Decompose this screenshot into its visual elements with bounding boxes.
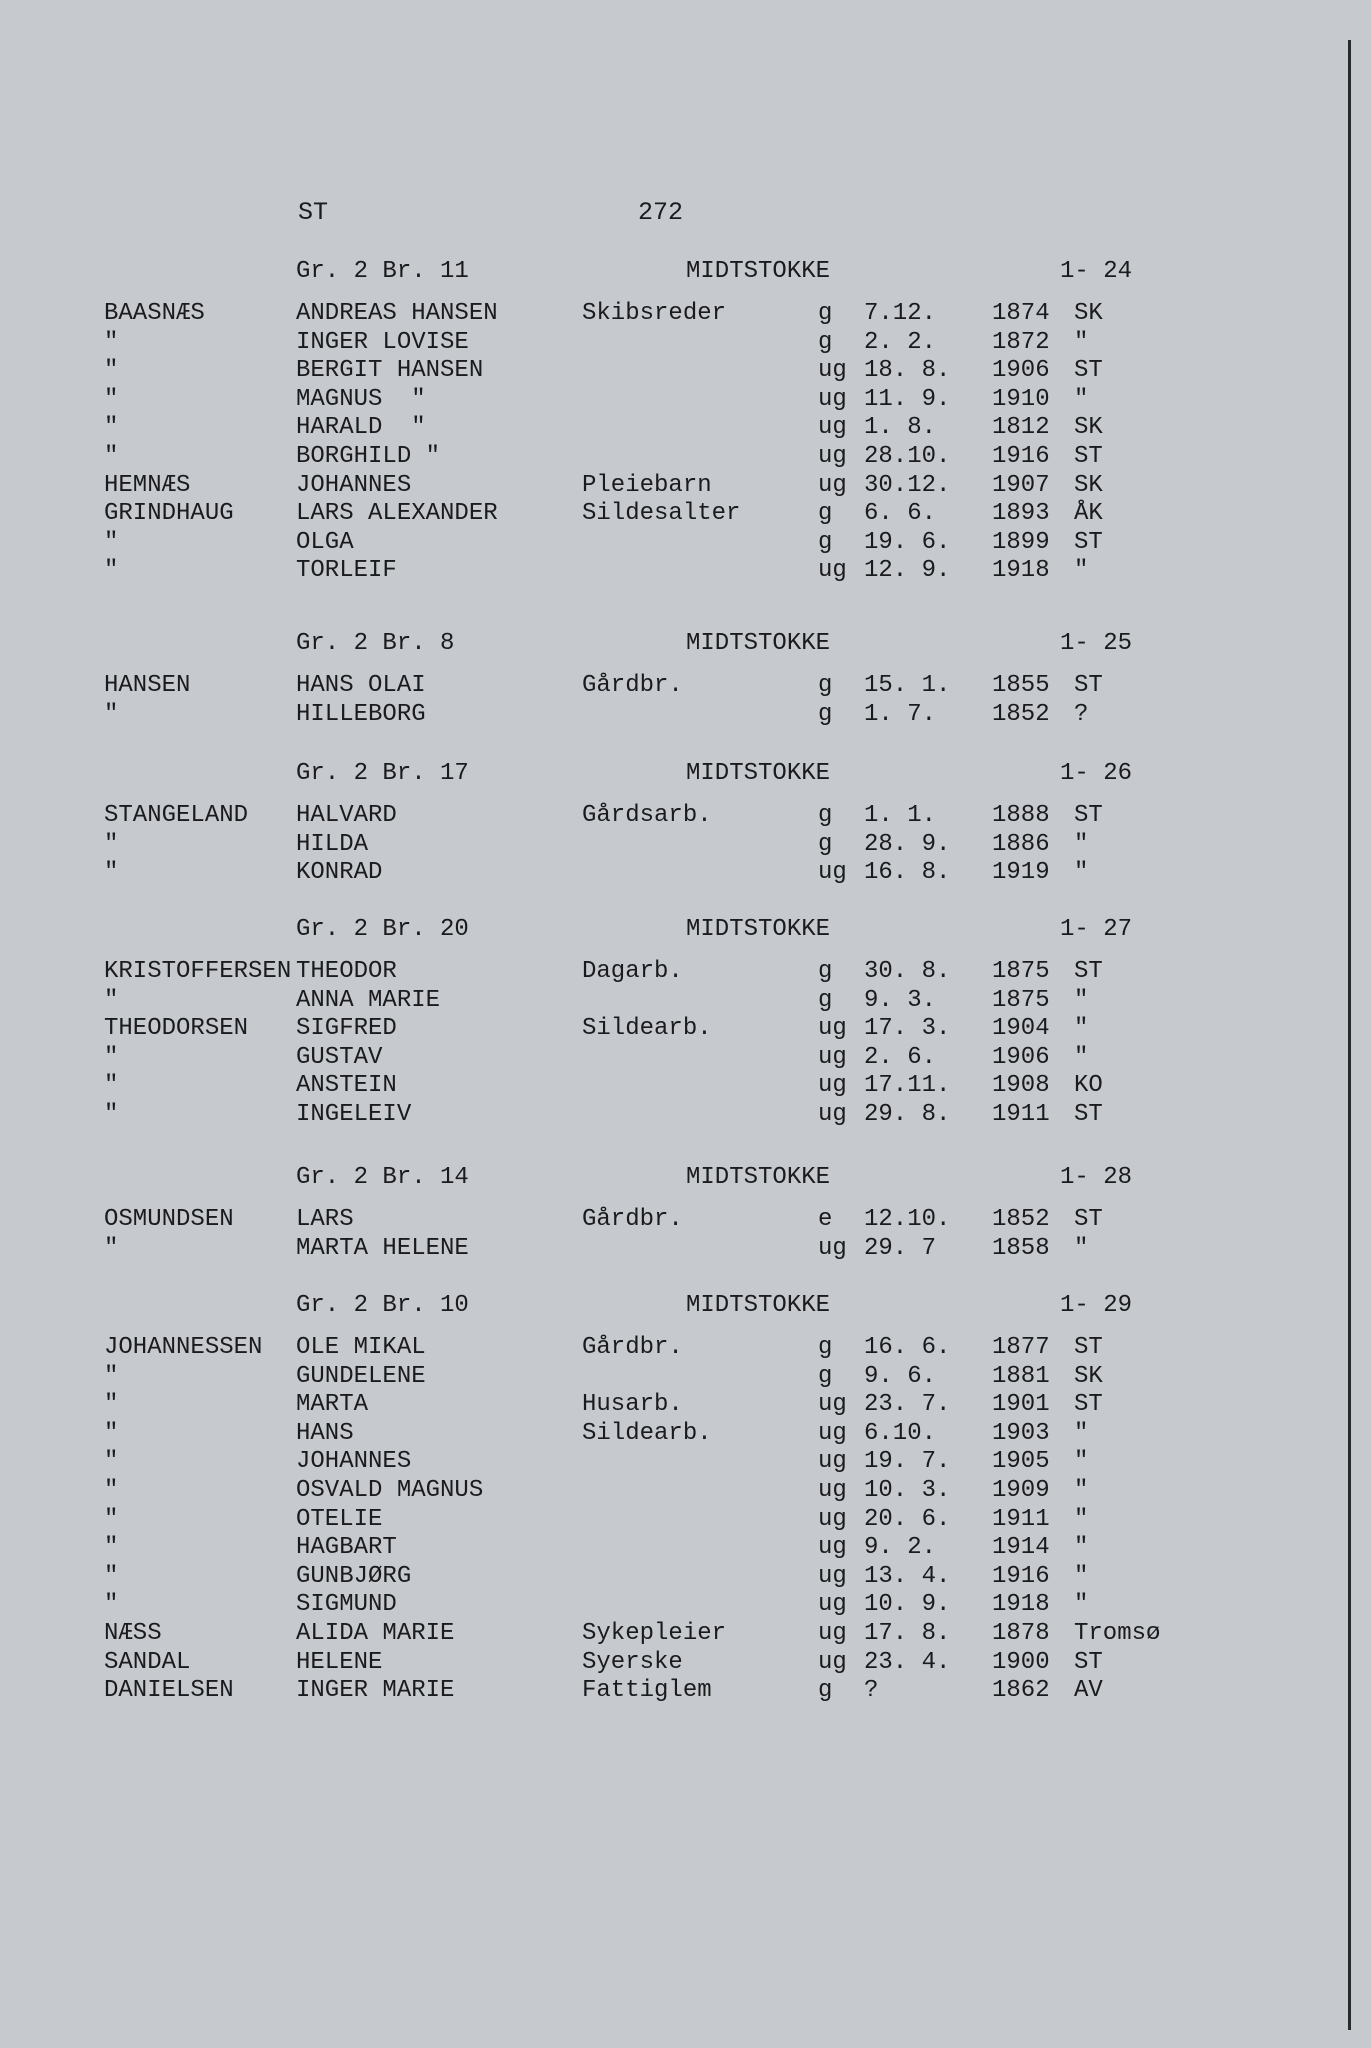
- person-first: ALIDA MARIE: [296, 1620, 455, 1647]
- person-place: ": [1074, 986, 1089, 1014]
- person-year: 1877: [992, 1334, 1050, 1361]
- person-date: 29. 7: [864, 1234, 937, 1262]
- person-surname: ": [104, 1101, 119, 1128]
- record-header: [0, 916, 1371, 944]
- person-row: [0, 443, 1371, 471]
- person-surname: ": [104, 1562, 119, 1590]
- person-occupation: Skibsreder: [582, 300, 727, 327]
- person-row: [0, 386, 1371, 414]
- person-date: 9. 6.: [864, 1362, 937, 1390]
- person-place: SK: [1074, 300, 1103, 327]
- person-date: 9. 3.: [864, 986, 937, 1014]
- page-edge-line: [1348, 40, 1351, 2030]
- person-date: 20. 6.: [864, 1505, 951, 1533]
- person-first: HAGBART: [296, 1534, 397, 1562]
- person-place: ST: [1074, 1391, 1103, 1419]
- person-first: HELENE: [296, 1648, 383, 1676]
- person-year: 1852: [992, 1206, 1050, 1233]
- person-surname: ": [104, 1477, 119, 1504]
- person-status: ug: [818, 859, 847, 887]
- person-first: SIGMUND: [296, 1591, 397, 1619]
- person-surname: ": [104, 557, 119, 585]
- person-row: [0, 1015, 1371, 1043]
- person-row: [0, 329, 1371, 357]
- person-place: ": [1074, 1591, 1089, 1619]
- person-date: 1. 7.: [864, 700, 937, 728]
- person-row: [0, 831, 1371, 859]
- person-surname: ": [104, 1591, 119, 1619]
- person-status: ug: [818, 1505, 847, 1533]
- person-row: [0, 1044, 1371, 1072]
- person-date: 17.11.: [864, 1072, 951, 1100]
- record-header: [0, 258, 1371, 286]
- person-place: ": [1074, 557, 1089, 585]
- record-id: 1- 27: [1060, 916, 1133, 943]
- person-year: 1858: [992, 1234, 1050, 1262]
- person-place: AV: [1074, 1677, 1103, 1705]
- person-first: JOHANNES: [296, 1448, 412, 1476]
- record-header: [0, 630, 1371, 658]
- person-occupation: Pleiebarn: [582, 471, 712, 499]
- record-id: 1- 29: [1060, 1292, 1133, 1319]
- person-place: ": [1074, 1234, 1089, 1262]
- person-date: 16. 6.: [864, 1334, 951, 1361]
- person-year: 1906: [992, 357, 1050, 385]
- person-occupation: Gårdbr.: [582, 672, 683, 699]
- person-first: GUSTAV: [296, 1043, 383, 1071]
- person-year: 1881: [992, 1362, 1050, 1390]
- person-place: ST: [1074, 1206, 1103, 1233]
- person-date: 17. 3.: [864, 1015, 951, 1043]
- person-date: 28.10.: [864, 443, 951, 470]
- person-row: [0, 300, 1371, 328]
- record-place: MIDTSTOKKE: [686, 1292, 831, 1319]
- person-status: ug: [818, 557, 847, 585]
- person-year: 1903: [992, 1419, 1050, 1447]
- person-first: GUNBJØRG: [296, 1562, 412, 1590]
- person-date: 1. 1.: [864, 802, 937, 829]
- person-year: 1875: [992, 986, 1050, 1014]
- person-year: 1872: [992, 328, 1050, 356]
- person-place: SK: [1074, 1362, 1103, 1390]
- person-place: ": [1074, 1419, 1089, 1447]
- person-place: ": [1074, 1015, 1089, 1043]
- person-status: ug: [818, 1043, 847, 1071]
- person-first: GUNDELENE: [296, 1362, 426, 1390]
- person-place: Tromsø: [1074, 1620, 1161, 1647]
- person-row: [0, 958, 1371, 986]
- person-year: 1911: [992, 1505, 1050, 1533]
- person-first: HANS OLAI: [296, 672, 426, 699]
- person-row: [0, 1677, 1371, 1705]
- person-row: [0, 859, 1371, 887]
- person-first: JOHANNES: [296, 471, 412, 499]
- person-status: ug: [818, 1591, 847, 1619]
- person-row: [0, 1477, 1371, 1505]
- person-date: 18. 8.: [864, 357, 951, 385]
- record-group: Gr. 2 Br. 20: [296, 916, 469, 943]
- person-first: OLE MIKAL: [296, 1334, 426, 1361]
- record-id: 1- 24: [1060, 258, 1133, 285]
- person-row: [0, 1334, 1371, 1362]
- person-year: 1888: [992, 802, 1050, 829]
- person-first: BERGIT HANSEN: [296, 357, 484, 385]
- person-first: MARTA: [296, 1391, 369, 1419]
- record-group: Gr. 2 Br. 8: [296, 630, 455, 657]
- person-status: g: [818, 958, 833, 985]
- person-surname: JOHANNESSEN: [104, 1334, 263, 1361]
- person-row: [0, 1534, 1371, 1562]
- person-row: [0, 1391, 1371, 1419]
- person-status: ug: [818, 1534, 847, 1562]
- person-date: 29. 8.: [864, 1101, 951, 1128]
- record-group: Gr. 2 Br. 17: [296, 760, 469, 787]
- person-date: 19. 7.: [864, 1448, 951, 1476]
- person-row: [0, 414, 1371, 442]
- person-row: [0, 1649, 1371, 1677]
- person-first: OLGA: [296, 528, 354, 556]
- person-status: g: [818, 830, 833, 858]
- person-date: 23. 4.: [864, 1648, 951, 1676]
- person-first: ANDREAS HANSEN: [296, 300, 498, 327]
- person-status: ug: [818, 471, 847, 499]
- person-first: ANSTEIN: [296, 1072, 397, 1100]
- person-row: [0, 701, 1371, 729]
- person-place: SK: [1074, 414, 1103, 442]
- record-place: MIDTSTOKKE: [686, 916, 831, 943]
- person-row: [0, 672, 1371, 700]
- person-surname: STANGELAND: [104, 802, 249, 829]
- person-status: ug: [818, 1234, 847, 1262]
- person-place: KO: [1074, 1072, 1103, 1100]
- person-status: g: [818, 672, 833, 699]
- person-year: 1875: [992, 958, 1050, 985]
- person-year: 1909: [992, 1477, 1050, 1504]
- person-row: [0, 1506, 1371, 1534]
- record-id: 1- 26: [1060, 760, 1133, 787]
- person-status: ug: [818, 1072, 847, 1100]
- person-status: ug: [818, 1419, 847, 1447]
- person-first: TORLEIF: [296, 557, 397, 585]
- person-status: ug: [818, 414, 847, 442]
- record-group: Gr. 2 Br. 14: [296, 1164, 469, 1191]
- person-surname: THEODORSEN: [104, 1015, 249, 1043]
- person-surname: ": [104, 986, 119, 1014]
- person-surname: ": [104, 700, 119, 728]
- person-status: ug: [818, 1477, 847, 1504]
- person-date: 12.10.: [864, 1206, 951, 1233]
- person-row: [0, 1591, 1371, 1619]
- person-year: 1918: [992, 1591, 1050, 1619]
- person-place: ÅK: [1074, 500, 1103, 528]
- person-place: ST: [1074, 1334, 1103, 1361]
- record-place: MIDTSTOKKE: [686, 760, 831, 787]
- person-row: [0, 472, 1371, 500]
- person-surname: SANDAL: [104, 1648, 191, 1676]
- person-place: ST: [1074, 1648, 1103, 1676]
- person-row: [0, 529, 1371, 557]
- person-first: INGER MARIE: [296, 1677, 455, 1705]
- person-occupation: Gårdsarb.: [582, 802, 712, 829]
- person-status: ug: [818, 357, 847, 385]
- person-place: ": [1074, 385, 1089, 413]
- person-date: 6.10.: [864, 1419, 937, 1447]
- person-row: [0, 1563, 1371, 1591]
- person-surname: KRISTOFFERSEN: [104, 958, 292, 985]
- record-place: MIDTSTOKKE: [686, 258, 831, 285]
- person-year: 1812: [992, 414, 1050, 442]
- person-surname: GRINDHAUG: [104, 500, 234, 528]
- person-year: 1855: [992, 672, 1050, 699]
- person-date: ?: [864, 1677, 879, 1705]
- person-date: 19. 6.: [864, 528, 951, 556]
- person-occupation: Sykepleier: [582, 1620, 727, 1647]
- person-year: 1899: [992, 528, 1050, 556]
- person-surname: HEMNÆS: [104, 471, 191, 499]
- person-occupation: Sildearb.: [582, 1015, 712, 1043]
- person-date: 23. 7.: [864, 1391, 951, 1419]
- person-status: g: [818, 328, 833, 356]
- person-place: ": [1074, 1043, 1089, 1071]
- person-surname: ": [104, 1448, 119, 1476]
- person-year: 1852: [992, 700, 1050, 728]
- person-first: HILLEBORG: [296, 700, 426, 728]
- person-first: INGELEIV: [296, 1101, 412, 1128]
- person-surname: ": [104, 830, 119, 858]
- person-status: ug: [818, 1448, 847, 1476]
- person-date: 15. 1.: [864, 672, 951, 699]
- person-surname: ": [104, 859, 119, 887]
- person-status: ug: [818, 385, 847, 413]
- person-row: [0, 1448, 1371, 1476]
- person-place: ST: [1074, 802, 1103, 829]
- person-surname: ": [104, 528, 119, 556]
- person-row: [0, 1363, 1371, 1391]
- person-first: OTELIE: [296, 1505, 383, 1533]
- person-date: 10. 3.: [864, 1477, 951, 1504]
- person-year: 1916: [992, 1562, 1050, 1590]
- record-header: [0, 1164, 1371, 1192]
- person-surname: NÆSS: [104, 1620, 162, 1647]
- person-surname: ": [104, 357, 119, 385]
- person-first: ANNA MARIE: [296, 986, 441, 1014]
- record-group: Gr. 2 Br. 11: [296, 258, 469, 285]
- person-year: 1919: [992, 859, 1050, 887]
- person-first: LARS ALEXANDER: [296, 500, 498, 528]
- person-row: [0, 500, 1371, 528]
- person-year: 1916: [992, 443, 1050, 470]
- person-surname: ": [104, 1505, 119, 1533]
- person-occupation: Gårdbr.: [582, 1206, 683, 1233]
- person-place: ST: [1074, 958, 1103, 985]
- person-year: 1911: [992, 1101, 1050, 1128]
- person-date: 1. 8.: [864, 414, 937, 442]
- person-status: g: [818, 528, 833, 556]
- record-place: MIDTSTOKKE: [686, 630, 831, 657]
- person-status: ug: [818, 1620, 847, 1647]
- person-date: 28. 9.: [864, 830, 951, 858]
- person-surname: ": [104, 1391, 119, 1419]
- person-year: 1910: [992, 385, 1050, 413]
- person-place: ": [1074, 1505, 1089, 1533]
- person-status: g: [818, 802, 833, 829]
- person-date: 13. 4.: [864, 1562, 951, 1590]
- record-group: Gr. 2 Br. 10: [296, 1292, 469, 1319]
- person-first: OSVALD MAGNUS: [296, 1477, 484, 1504]
- person-date: 2. 2.: [864, 328, 937, 356]
- person-place: ?: [1074, 700, 1089, 728]
- person-year: 1906: [992, 1043, 1050, 1071]
- person-row: [0, 1235, 1371, 1263]
- person-year: 1907: [992, 471, 1050, 499]
- person-status: e: [818, 1206, 833, 1233]
- person-year: 1901: [992, 1391, 1050, 1419]
- person-surname: DANIELSEN: [104, 1677, 234, 1705]
- person-status: g: [818, 1334, 833, 1361]
- person-year: 1878: [992, 1620, 1050, 1647]
- person-surname: ": [104, 1362, 119, 1390]
- person-place: SK: [1074, 471, 1103, 499]
- person-surname: OSMUNDSEN: [104, 1206, 234, 1233]
- person-surname: ": [104, 414, 119, 442]
- person-row: [0, 1101, 1371, 1129]
- person-status: ug: [818, 1562, 847, 1590]
- person-date: 17. 8.: [864, 1620, 951, 1647]
- person-first: LARS: [296, 1206, 354, 1233]
- person-first: HARALD ": [296, 414, 426, 442]
- person-place: ST: [1074, 357, 1103, 385]
- person-first: HALVARD: [296, 802, 397, 829]
- person-year: 1905: [992, 1448, 1050, 1476]
- person-place: ST: [1074, 443, 1103, 470]
- page-code: ST: [298, 198, 329, 227]
- person-surname: BAASNÆS: [104, 300, 205, 327]
- person-place: ": [1074, 1562, 1089, 1590]
- person-row: [0, 1420, 1371, 1448]
- person-first: THEODOR: [296, 958, 397, 985]
- person-date: 2. 6.: [864, 1043, 937, 1071]
- person-surname: ": [104, 1234, 119, 1262]
- person-place: ": [1074, 328, 1089, 356]
- person-row: [0, 1206, 1371, 1234]
- person-date: 12. 9.: [864, 557, 951, 585]
- person-status: g: [818, 700, 833, 728]
- record-id: 1- 28: [1060, 1164, 1133, 1191]
- person-year: 1900: [992, 1648, 1050, 1676]
- person-date: 30.12.: [864, 471, 951, 499]
- record-place: MIDTSTOKKE: [686, 1164, 831, 1191]
- person-place: ST: [1074, 1101, 1103, 1128]
- person-first: SIGFRED: [296, 1015, 397, 1043]
- person-year: 1904: [992, 1015, 1050, 1043]
- person-first: MAGNUS ": [296, 385, 426, 413]
- page-number: 272: [638, 198, 684, 227]
- person-occupation: Syerske: [582, 1648, 683, 1676]
- person-place: ": [1074, 1448, 1089, 1476]
- person-first: INGER LOVISE: [296, 328, 469, 356]
- person-date: 9. 2.: [864, 1534, 937, 1562]
- person-date: 6. 6.: [864, 500, 937, 528]
- person-year: 1914: [992, 1534, 1050, 1562]
- person-status: g: [818, 1677, 833, 1705]
- person-surname: HANSEN: [104, 672, 191, 699]
- person-row: [0, 1072, 1371, 1100]
- person-place: ": [1074, 1534, 1089, 1562]
- person-surname: ": [104, 443, 119, 470]
- person-place: ST: [1074, 528, 1103, 556]
- person-surname: ": [104, 328, 119, 356]
- person-surname: ": [104, 1072, 119, 1100]
- person-first: HANS: [296, 1419, 354, 1447]
- person-date: 10. 9.: [864, 1591, 951, 1619]
- person-year: 1893: [992, 500, 1050, 528]
- person-status: ug: [818, 443, 847, 470]
- person-status: g: [818, 500, 833, 528]
- record-id: 1- 25: [1060, 630, 1133, 657]
- person-status: g: [818, 300, 833, 327]
- person-year: 1918: [992, 557, 1050, 585]
- record-header: [0, 760, 1371, 788]
- person-date: 11. 9.: [864, 385, 951, 413]
- person-occupation: Fattiglem: [582, 1677, 712, 1705]
- person-occupation: Husarb.: [582, 1391, 683, 1419]
- person-occupation: Sildesalter: [582, 500, 741, 528]
- person-surname: ": [104, 385, 119, 413]
- person-place: ": [1074, 830, 1089, 858]
- person-status: ug: [818, 1391, 847, 1419]
- person-status: ug: [818, 1101, 847, 1128]
- person-place: ": [1074, 1477, 1089, 1504]
- person-first: MARTA HELENE: [296, 1234, 469, 1262]
- person-row: [0, 802, 1371, 830]
- person-first: BORGHILD ": [296, 443, 441, 470]
- person-date: 30. 8.: [864, 958, 951, 985]
- person-status: g: [818, 1362, 833, 1390]
- person-year: 1874: [992, 300, 1050, 327]
- person-surname: ": [104, 1419, 119, 1447]
- person-first: HILDA: [296, 830, 369, 858]
- person-row: [0, 357, 1371, 385]
- person-year: 1908: [992, 1072, 1050, 1100]
- person-surname: ": [104, 1043, 119, 1071]
- person-surname: ": [104, 1534, 119, 1562]
- person-row: [0, 987, 1371, 1015]
- person-status: ug: [818, 1648, 847, 1676]
- person-row: [0, 557, 1371, 585]
- person-occupation: Dagarb.: [582, 958, 683, 985]
- person-occupation: Sildearb.: [582, 1419, 712, 1447]
- person-occupation: Gårdbr.: [582, 1334, 683, 1361]
- person-year: 1862: [992, 1677, 1050, 1705]
- person-year: 1886: [992, 830, 1050, 858]
- person-place: ": [1074, 859, 1089, 887]
- person-first: KONRAD: [296, 859, 383, 887]
- record-header: [0, 1292, 1371, 1320]
- person-date: 16. 8.: [864, 859, 951, 887]
- person-status: g: [818, 986, 833, 1014]
- person-row: [0, 1620, 1371, 1648]
- person-place: ST: [1074, 672, 1103, 699]
- person-status: ug: [818, 1015, 847, 1043]
- person-date: 7.12.: [864, 300, 937, 327]
